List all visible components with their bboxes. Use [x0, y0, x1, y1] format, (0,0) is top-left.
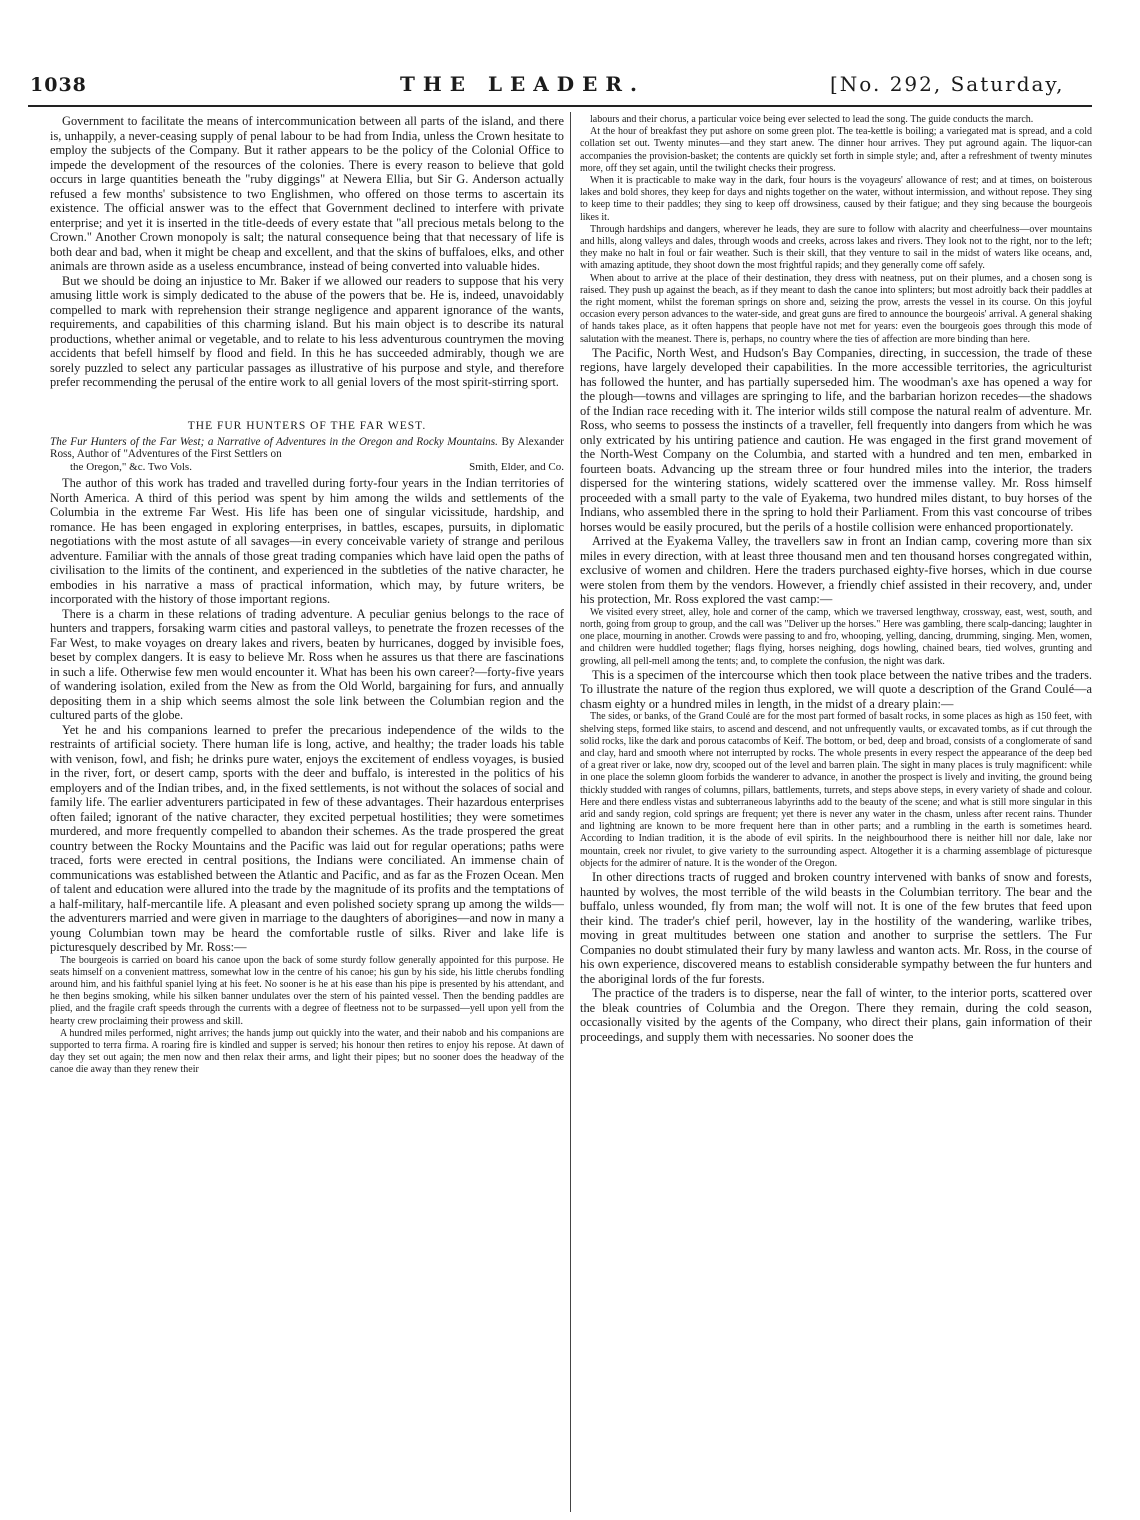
paragraph: Yet he and his companions learned to prefer the precarious independence of the wilds to the restraints of artificial society. There human life is long, active, and healthy; the trader loads his table with venison, fowl, and fish; he drinks pure water, enjoys the excitement of endless voyages, is busied in the river, fort, or desert camp, sports with the deer and buffalo, is interested in the politics of his employers and of the Indian tribes, and, in the fixed settlements, is not without the solaces of social and family life. The earlier adventurers participated in few of these advantages. Their hazardous enterprises often failed; ignorant of the native character, they excited perpetual hostilities; they were sometimes murdered, and more frequently compelled to abandon their schemes. As the trade prospered the great country between the Rocky Mountains and the Pacific was laid out for regular operations; paths were traced, forts were erected in central positions, the Indians were conciliated. An immense chain of communications was established between the Atlantic and Pacific, and as far as the Frozen Ocean. Men of talent and education were allured into the trade by the magnitude of its profits and the temptations of a half-military, half-mercantile life. A pleasant and even polished society sprang up among the wilds—the adventurers married and were given in marriage to the daughters of aborigines—and now in many a young Columbian town may be heard the comfortable rustle of silks. River and lake life is picturesquely described by Mr. Ross:—: [50, 722, 564, 954]
quote-paragraph: The sides, or banks, of the Grand Coulé are for the most part formed of basalt rocks, in some places as high as 150 feet, with shelving steps, formed like stairs, to ascend and descend, and not unfrequently vaults, or excavated tombs, as if cut through the solid rocks, like the dark and porous catacombs of Keif. The bottom, or bed, deep and broad, consists of a conglomerate of sand and clay, hard and smooth where not interrupted by rocks. The whole presents in every respect the appearance of the deep bed of a great river or lake, now dry, scooped out of the level and barren plain. The sight in many places is truly magnificent: while in one place the solemn gloom forbids the wanderer to advance, in another the prospect is lively and inviting, the ground being thickly studded with ranges of columns, pillars, battlements, turrets, and steps above steps, in every variety of shade and colour. Here and there endless vistas and subterraneous labyrinths add to the beauty of the scene; and what is still more singular in this arid and sandy region, cold springs are frequent; yet there is never any water in the chasm, unless after recent rains. Thunder and lightning are known to be more frequent here than in other parts; and a rumbling in the earth is sometimes heard. According to Indian tradition, it is the abode of evil spirits. In the neighbourhood there is neither hill nor dale, lake nor mountain, creek nor rivulet, to give variety to the surrounding aspect. Altogether it is a charming assemblage of picturesque objects for the admirer of nature. It is the wonder of the Oregon.: [580, 711, 1092, 869]
page-number: 1038: [30, 74, 87, 96]
paragraph: Arrived at the Eyakema Valley, the travellers saw in front an Indian camp, covering more than six miles in every direction, with at least three thousand men and ten thousand horses congregated within, exclusive of women and children. Here the traders purchased eighty-five horses, which in due course were stolen from them by the vendors. However, a friendly chief assisted in their recovery, and, under his protection, Mr. Ross explored the vast camp:—: [580, 534, 1092, 607]
newspaper-title: THE LEADER.: [400, 72, 645, 96]
book-meta: [50, 461, 564, 474]
paragraph: The Pacific, North West, and Hudson's Bay Companies, directing, in succession, the trade of these regions, have largely developed their capabilities. In the more accessible territories, the agriculturist has followed the hunter, and has partially superseded him. The woodman's axe has opened a way for the plough—towns and villages are springing to life, and the barbarian horizon recedes—the shadows of the Indian race receding with it. The interior wilds still compose the natural realm of adventure. Mr. Ross, who seems to possess the instincts of a traveller, fell frequently into dangers from which he was only extricated by his untiring patience and caution. He was engaged in the first grand movement of the North-West Company on the Columbia, and started with a hundred and ten men, embarked in fourteen boats. Advancing up the stream three or four hundred miles into the interior, the traders dispersed for the wintering stations, widely scattered over the immense valley. Mr. Ross himself proceeded with a small party to the vale of Eyakema, two hundred miles distant, to buy horses of the Indians, who assembled there in the spring to hold their Parliament. From this vast concourse of tribes horses would be easily procured, but the perils of a hostile collision were enhanced proportionately.: [580, 345, 1092, 534]
issue-label: [No. 292, Saturday,: [830, 72, 1065, 96]
section-title: THE FUR HUNTERS OF THE FAR WEST.: [187, 419, 427, 432]
book-publisher: Smith, Elder, and Co.: [469, 460, 564, 473]
quote-paragraph: At the hour of breakfast they put ashore on some green plot. The tea-kettle is boiling; a variegated mat is spread, and a cold collation set out. Twenty minutes—and they start anew. The dinner hour arrives. They put aground again. The liquor-can accompanies the provision-basket; the contents are quickly set forth in simple style; and, after a refreshment of twenty minutes more, off they set again, until the twilight checks their progress.: [580, 126, 1092, 174]
quote-paragraph: We visited every street, alley, hole and corner of the camp, which we traversed lengthway, crossway, east, west, south, and north, going from group to group, and the call was "Deliver up the horses." Here was gambling, there scalp-dancing; laughter in one place, mourning in another. Crowds were passing to and fro, whooping, yelling, dancing, drumming, singing. Men, women, and children were huddled together; flags flying, horses neighing, dogs howling, chained bears, tied wolves, grunting and growling, all pell-mell among the tents; and, to complete the confusion, the night was dark.: [580, 606, 1092, 667]
header-rule: [28, 105, 1092, 107]
paragraph: There is a charm in these relations of trading adventure. A peculiar genius belongs to the race of hunters and trappers, forsaking warm cities and pastoral valleys, to penetrate the frozen recesses of the Far West, to make voyages on dreary lakes and rivers, beaten by hurricanes, dogged by invisible foes, beset by complex dangers. It is easy to believe Mr. Ross when he assures us that there are fascinations in such a life. Otherwise few men would encounter it. What has been his own career?—forty-five years of wandering isolation, exiled from the New as from the Old World, bargaining for furs, and annually depositing them in a ship which seems almost the sole link between the Columbian region and the cultured parts of the globe.: [50, 606, 564, 722]
quote-paragraph: Through hardships and dangers, wherever he leads, they are sure to follow with alacrity and cheerfulness—over mountains and hills, along valleys and dales, through woods and creeks, across lakes and rivers. They look not to the right, nor to the left; they make no halt in foul or fair weather. Such is their skill, that they venture to sail in the midst of waters like oceans, and, with amazing aptitude, they shoot down the most frightful rapids; and they generally come off safely.: [580, 223, 1092, 272]
book-author-cont: the Oregon," &c. Two Vols.: [70, 460, 192, 473]
right-column: [580, 114, 1092, 1510]
quote-paragraph: When it is practicable to make way in the dark, four hours is the voyageurs' allowance of rest; and at times, on boisterous lakes and bold shores, they keep for days and nights together on the water, without intermission, and without repose. They sing to keep time to their paddles; they sing to keep off drowsiness, caused by their fatigue; and they sing because the bourgeois likes it.: [580, 175, 1092, 223]
quote-paragraph: A hundred miles performed, night arrives; the hands jump out quickly into the water, and their nabob and his companions are supported to terra firma. A roaring fire is kindled and supper is served; his honour then retires to enjoy his repose. At dawn of day they set out again; the men now and then relax their arms, and light their pipes; but no sooner does the headway of the canoe die away than they renew their: [50, 1027, 564, 1076]
paragraph: In other directions tracts of rugged and broken country intervened with banks of snow and forests, haunted by wolves, the most terrible of the wild beasts in the Columbian territory. The bear and the buffalo, unless wounded, fly from man; the wolf will not. It is one of the few brutes that feed upon their kind. The trader's chief peril, however, lay in the hostility of the wandering, warlike tribes, moving in great multitudes between one station and another to surprise the settlers. The Fur Companies no doubt stimulated their fury by many lawless and wanton acts. Mr. Ross, in the course of his own experience, discovered means to establish considerable sympathy between the fur hunters and the aboriginal lords of the fur forests.: [580, 870, 1092, 986]
paragraph: But we should be doing an injustice to Mr. Baker if we allowed our readers to suppose that his very amusing little work is simply dedicated to the abuse of the powers that be. He is, indeed, unavoidably compelled to mark with reprehension their strange negligence and apparent ignorance of the wants, requirements, and capabilities of this charming island. But his main object is to describe its natural productions, whether animal or vegetable, and to relate to his less adventurous countrymen the moving accidents that befell himself by flood and field. In this he has succeeded admirably, though we are sorely puzzled to select any particular passages as illustrative of his purpose and style, and therefore prefer recommending the perusal of the entire work to all genial lovers of the most spirit-stirring sport.: [50, 273, 564, 389]
book-author: By Alexander Ross, Author of "Adventures of the First Settlers on: [50, 435, 564, 460]
book-title: The Fur Hunters of the Far West; a Narrative of Adventures in the Oregon and Rocky Mountains.: [50, 435, 498, 448]
quote-paragraph: labours and their chorus, a particular voice being ever selected to lead the song. The guide conducts the march.: [590, 114, 1034, 125]
left-column: [50, 114, 564, 1510]
paragraph: The author of this work has traded and travelled during forty-four years in the Indian territories of North America. A third of this period was spent by him among the wilds and settlements of the Columbia in the extreme Far West. His life has been one of singular vicissitude, hardship, and romance. He has been engaged in exploring enterprises, in battles, escapes, pursuits, in diplomatic negotiations with the most astute of all savages—in every conceivable variety of strange and perilous adventure. Familiar with the annals of those great trading companies which have laid open the paths of civilisation to the limits of the continent, and experienced in the subtleties of the native character, he embodies in his narrative a mass of practical information, which may, by future writers, be incorporated with the history of those important regions.: [50, 476, 564, 606]
paragraph: The practice of the traders is to disperse, near the fall of winter, to the interior ports, scattered over the bleak countries of Columbia and the Oregon. There they remain, during the cold season, occasionally visited by the agents of the Company, who direct their plans, gain information of their proceedings, and supply them with necessaries. No sooner does the: [580, 986, 1092, 1044]
quote-paragraph: The bourgeois is carried on board his canoe upon the back of some sturdy follow generally appointed for this purpose. He seats himself on a convenient mattress, somewhat low in the centre of his canoe; his gun by his side, his little cherubs fondling around him, and his faithful spaniel lying at his feet. No sooner is he at his ease than his pipe is presented by his attendant, and he then begins smoking, while his silken banner undulates over the stern of his painted vessel. Then the bending paddles are plied, and the fragile craft speeds through the currents with a degree of fleetness not to be surpassed—yell upon yell from the hearty crew proclaiming their prowess and skill.: [50, 954, 564, 1027]
quote-paragraph: When about to arrive at the place of their destination, they dress with neatness, put on their plumes, and a chosen song is raised. They push up against the beach, as if they meant to dash the canoe into splinters; but most adroitly back their paddles at the right moment, whilst the foreman springs on shore and, seizing the prow, arrests the vessel in its course. On this joyful occasion every person advances to the water-side, and great guns are fired to announce the bourgeois' arrival. A general shaking of hands takes place, as it often happens that people have not met for years: even the bourgeois goes through this mode of salutation with the meanest. There is, perhaps, no country where the ties of affection are more binding than here.: [580, 272, 1092, 345]
column-divider: [570, 112, 571, 1512]
page-header: [0, 0, 1140, 108]
paragraph: Government to facilitate the means of intercommunication between all parts of the island, and there is, unhappily, a never-ceasing supply of penal labour to be had from India, unless the Crown hesitate to employ the subjects of the Company. But it rather appears to be the policy of the Colonial Office to impede the development of the resources of the colonies. There is every reason to believe that gold occurs in large quantities beneath the "ruby diggings" at Newera Ellia, but Sir G. Anderson actually refused a few months' subsistence to two Englishmen, who offered on those terms to ascertain its existence. The official answer was to the effect that Government declined to interfere with private enterprise; and yet it is inserted in the title-deeds of every estate that "all precious metals belong to the Crown." Another Crown monopoly is salt; the natural consequence being that that necessary of life is both dear and bad, when it might be cheap and excellent, and that the skins of buffaloes, elks, and other animals are thrown aside as a useless encumbrance, instead of being converted into valuable hides.: [50, 114, 564, 273]
paragraph: This is a specimen of the intercourse which then took place between the native tribes and the traders. To illustrate the nature of the region thus explored, we will quote a description of the Grand Coulé—a chasm eighty or a hundred miles in length, in the midst of a dreary plain:—: [580, 667, 1092, 711]
book-citation: [50, 436, 564, 461]
